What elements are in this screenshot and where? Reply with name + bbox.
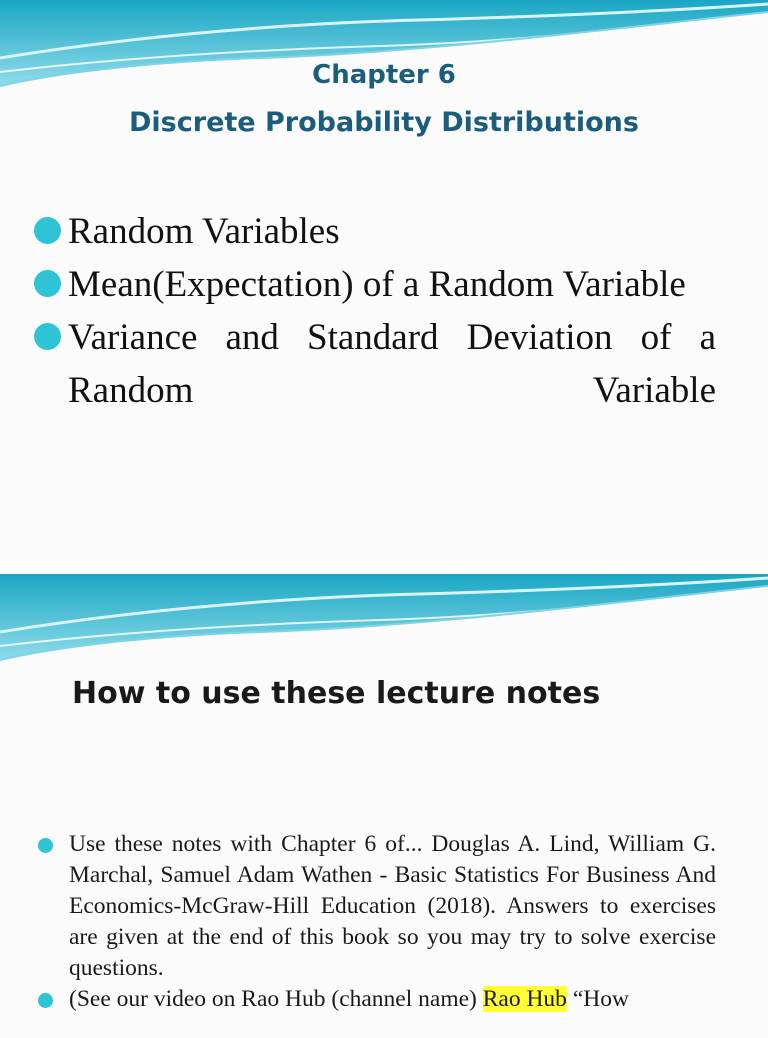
bullet-dot-icon <box>34 270 61 297</box>
note-item: Use these notes with Chapter 6 of... Douglas A. Lind, William G. Marchal, Samuel Adam Wathen - Basic Statistics For Business And Economics-McGraw-Hill Education (2018). Answers to exercises are given at the end of this book so you may try to solve exercise questions. <box>38 829 716 984</box>
bullet-dot-icon <box>38 993 53 1008</box>
topic-list <box>34 205 716 417</box>
slide-2 <box>0 574 768 1038</box>
topic-item: Mean(Expectation) of a Random Variable <box>34 258 716 311</box>
section-heading: How to use these lecture notes <box>72 676 601 711</box>
highlighted-channel-name: Rao Hub <box>482 986 567 1012</box>
chapter-subtitle: Discrete Probability Distributions <box>129 107 639 138</box>
note-item: (See our video on Rao Hub (channel name) Rao Hub “How <box>38 984 716 1015</box>
wave-banner <box>0 574 768 669</box>
bullet-dot-icon <box>34 323 61 350</box>
chapter-title: Chapter 6 <box>312 60 456 90</box>
bullet-dot-icon <box>34 217 61 244</box>
bullet-dot-icon <box>38 838 53 853</box>
topic-item: Variance and Standard Deviation of a Random Variable <box>34 311 716 417</box>
notes-list <box>38 829 716 1015</box>
topic-item: Random Variables <box>34 205 716 258</box>
